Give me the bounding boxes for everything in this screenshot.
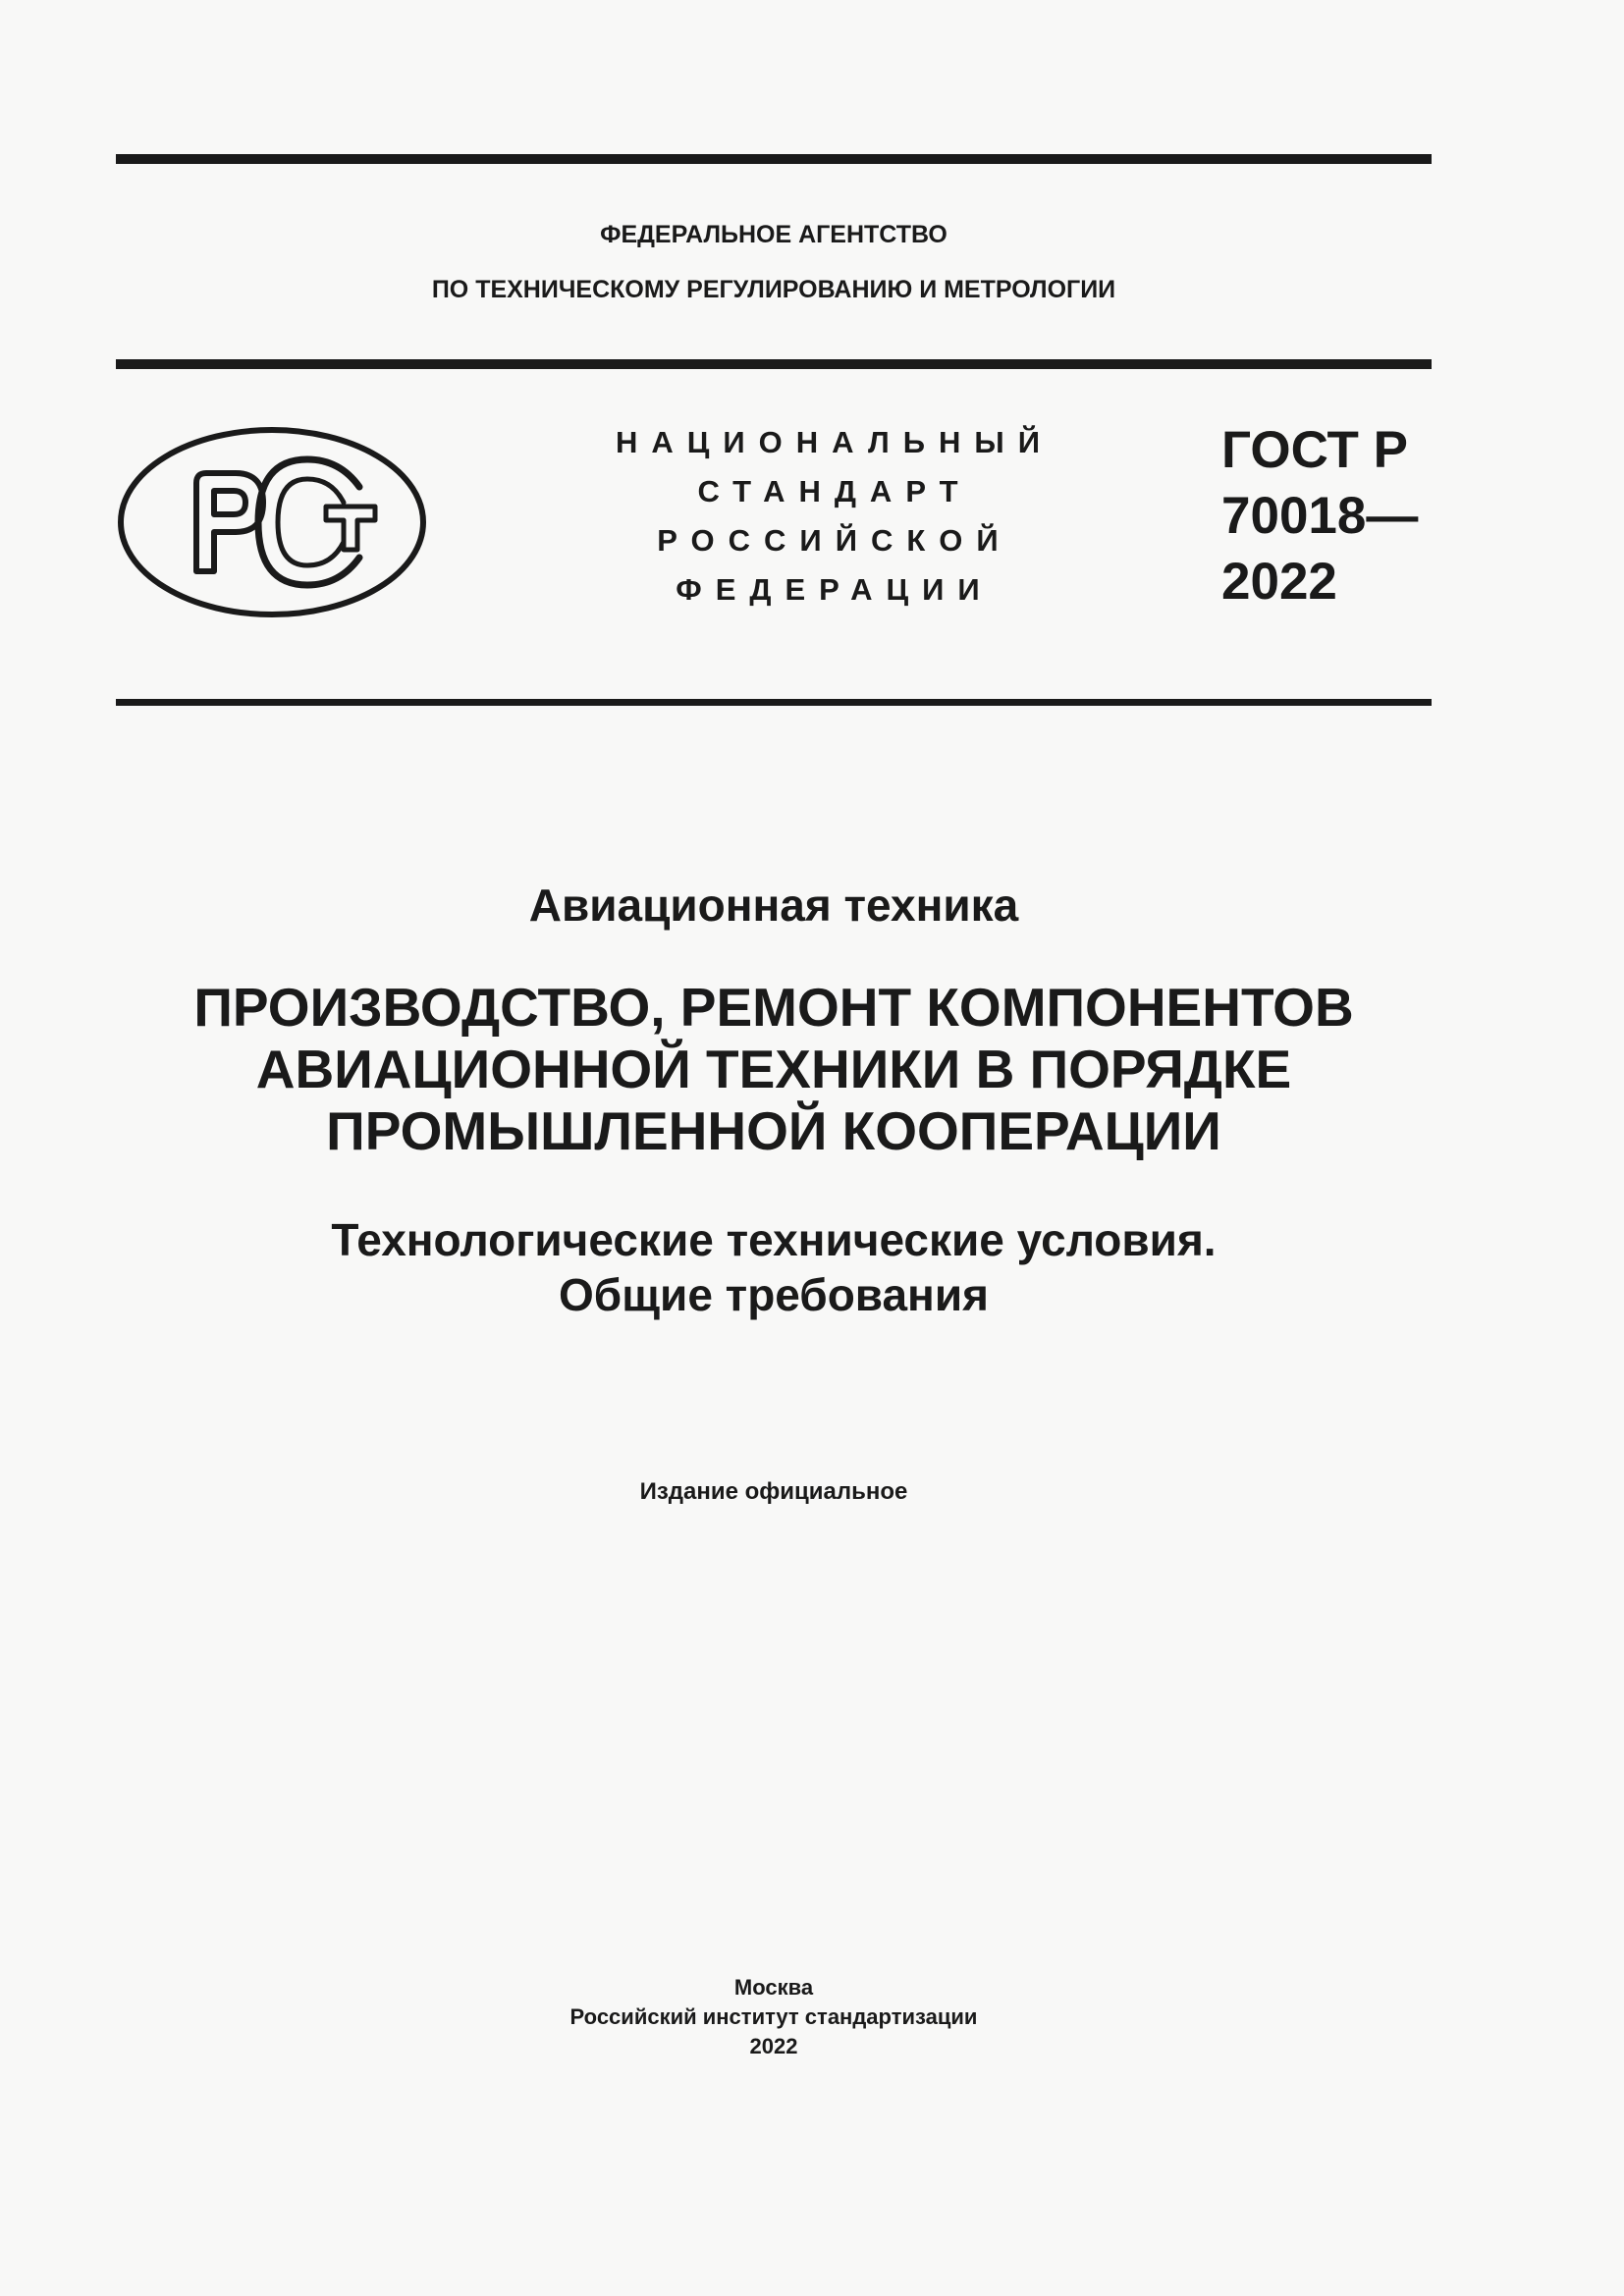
title-line-2: АВИАЦИОННОЙ ТЕХНИКИ В ПОРЯДКЕ: [255, 1039, 1292, 1099]
edition-note: Издание официальное: [639, 1478, 908, 1505]
top-divider: [116, 154, 1432, 164]
gost-designation: [1221, 417, 1418, 614]
rst-certification-mark-icon: [116, 424, 428, 620]
middle-divider: [116, 359, 1432, 369]
national-standard-heading: [589, 418, 1080, 614]
gost-line-2: 70018—: [1221, 487, 1419, 545]
title-line-1: ПРОИЗВОДСТВО, РЕМОНТ КОМПОНЕНТОВ: [193, 977, 1354, 1038]
imprint: [0, 1973, 1547, 2061]
imprint-publisher: Российский институт стандартизации: [569, 2004, 978, 2029]
document-title: [0, 977, 1547, 1162]
national-line-1: НАЦИОНАЛЬНЫЙ: [615, 425, 1055, 459]
subject-heading: Авиационная техника: [528, 880, 1019, 931]
subtitle-line-1: Технологические технические условия.: [331, 1214, 1217, 1265]
document-subtitle: [0, 1212, 1547, 1322]
agency-line-1: ФЕДЕРАЛЬНОЕ АГЕНТСТВО: [600, 221, 947, 248]
national-line-4: ФЕДЕРАЦИИ: [676, 572, 994, 607]
bottom-divider: [116, 699, 1432, 706]
national-line-3: РОССИЙСКОЙ: [657, 523, 1012, 558]
agency-name: [0, 218, 1547, 328]
national-line-2: СТАНДАРТ: [697, 474, 972, 508]
imprint-city: Москва: [733, 1975, 814, 2000]
subtitle-line-2: Общие требования: [559, 1269, 989, 1320]
agency-line-2: ПО ТЕХНИЧЕСКОМУ РЕГУЛИРОВАНИЮ И МЕТРОЛОГИИ: [431, 276, 1116, 303]
title-line-3: ПРОМЫШЛЕННОЙ КООПЕРАЦИИ: [326, 1100, 1221, 1161]
gost-line-3: 2022: [1221, 553, 1337, 611]
gost-line-1: ГОСТ Р: [1221, 421, 1408, 479]
imprint-year: 2022: [749, 2034, 798, 2058]
